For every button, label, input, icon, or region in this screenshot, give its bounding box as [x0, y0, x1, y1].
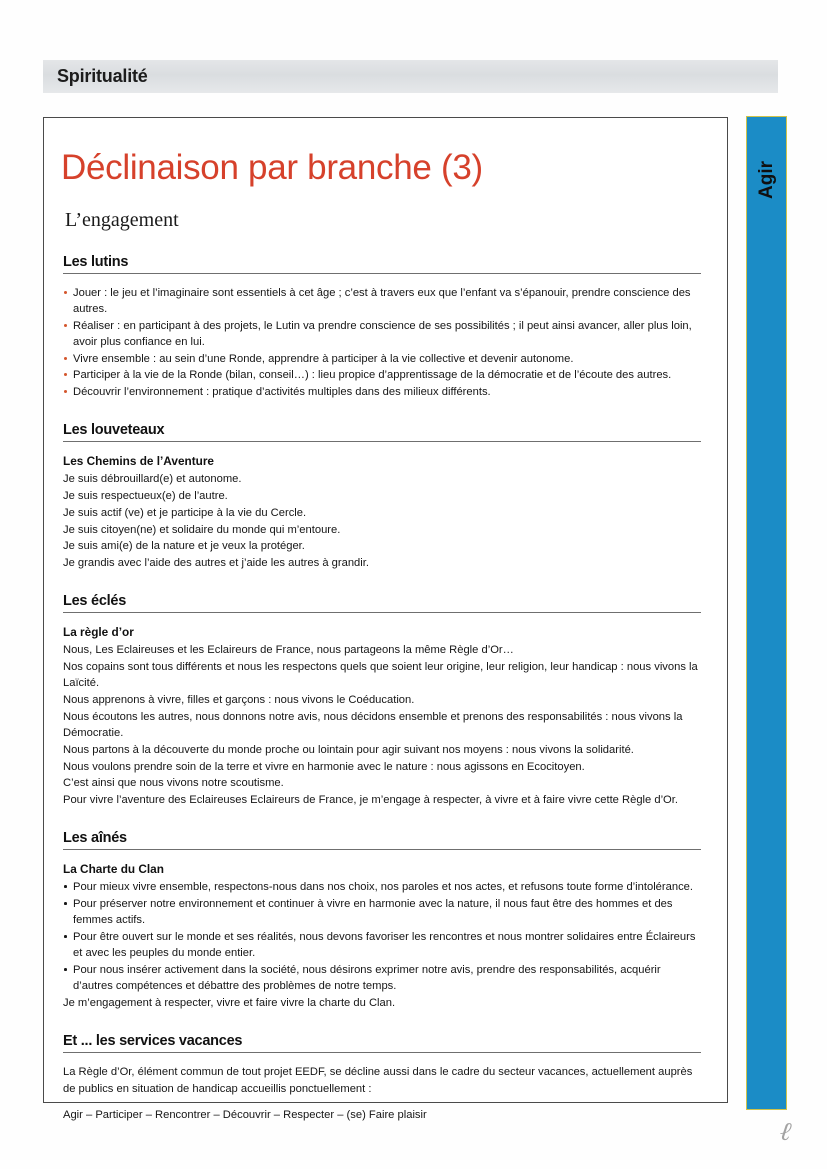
subheading-chemins-aventure: Les Chemins de l’Aventure [63, 454, 214, 469]
list-item-text: Pour mieux vivre ensemble, respectons-nous dans nos choix, nos paroles et nos actes, et refusons toute forme d’intolérance. [73, 881, 693, 894]
list-item-text: Pour être ouvert sur le monde et ses réalités, nous devons favoriser les rencontres et nous montrer solidaires entre Éclaireurs et avec les peuples du monde entier. [73, 931, 696, 960]
services-vacances-paragraph: La Règle d’Or, élément commun de tout projet EEDF, se décline aussi dans le cadre du secteur vacances, actuellement auprès de publics en situation de handicap accueillis ponctuellement : [63, 1066, 693, 1095]
section-body-aines [63, 861, 699, 1011]
text-line: Je suis débrouillard(e) et autonome. [63, 473, 242, 486]
section-body-louveteaux [63, 453, 699, 571]
section-body-ecles [63, 624, 699, 808]
list-item [63, 929, 699, 961]
text-line: Je suis respectueux(e) de l’autre. [63, 490, 228, 503]
section-louveteaux [57, 422, 705, 571]
list-item [63, 879, 699, 895]
services-vacances-values-line: Agir – Participer – Rencontrer – Découvrir – Respecter – (se) Faire plaisir [63, 1108, 427, 1121]
list-item [63, 962, 699, 994]
page-title: Déclinaison par branche (3) [61, 148, 483, 187]
section-body-services-vacances [63, 1064, 699, 1123]
text-line: Pour vivre l’aventure des Eclaireuses Eclaireurs de France, je m’engage à respecter, à vivre et à faire vivre cette Règle d’Or. [63, 794, 678, 807]
section-heading-louveteaux: Les louveteaux [63, 422, 701, 442]
section-heading-lutins: Les lutins [63, 254, 701, 274]
page-corner-pencil-mark: ℓ [778, 1116, 794, 1147]
text-line: Nos copains sont tous différents et nous les respectons quels que soient leur origine, leur religion, leur handicap : nous vivons la Laïcité. [63, 661, 698, 690]
section-heading-aines: Les aînés [63, 830, 701, 850]
text-line: Nous apprenons à vivre, filles et garçons : nous vivons le Coéducation. [63, 694, 415, 707]
page-subtitle: L’engagement [65, 208, 179, 231]
content-box [43, 117, 728, 1121]
section-services-vacances [57, 1033, 705, 1123]
text-line: Nous, Les Eclaireuses et les Eclaireurs de France, nous partageons la même Règle d’Or… [63, 644, 514, 657]
list-item-text: Pour nous insérer activement dans la société, nous désirons exprimer notre avis, prendre des responsabilités, acquérir d’autres compétences et débattre des problèmes de notre temps. [73, 964, 661, 993]
list-item-text: Vivre ensemble : au sein d’une Ronde, apprendre à participer à la vie collective et devenir autonome. [73, 352, 574, 365]
list-item [63, 367, 699, 383]
aines-bullet-list [63, 879, 699, 994]
text-line: Nous écoutons les autres, nous donnons notre avis, nous décidons ensemble et prenons des responsabilités : nous vivons la Démocratie. [63, 710, 683, 740]
lutins-bullet-list [63, 285, 699, 401]
list-item [63, 896, 699, 928]
section-aines [57, 830, 705, 1011]
list-item [63, 318, 699, 350]
list-item-text: Réaliser : en participant à des projets, le Lutin va prendre conscience de ses possibilités ; il peut ainsi avancer, aller plus loin, avoir plus confiance en lui. [73, 319, 692, 348]
text-line: Je grandis avec l’aide des autres et j’aide les autres à grandir. [63, 557, 369, 570]
aines-closing-line: Je m’engagement à respecter, vivre et faire vivre la charte du Clan. [63, 997, 396, 1010]
section-ecles [57, 593, 705, 808]
list-item-text: Jouer : le jeu et l’imaginaire sont essentiels à cet âge ; c’est à travers eux que l’enfant va s’épanouir, prendre conscience des autres. [73, 286, 691, 315]
list-item [63, 384, 699, 400]
text-line: Nous partons à la découverte du monde proche ou lointain pour agir suivant nos moyens : nous vivons la solidarité. [63, 743, 634, 756]
section-body-lutins [63, 285, 699, 401]
section-lutins [57, 254, 705, 401]
text-line: Je suis citoyen(ne) et solidaire du monde qui m’entoure. [63, 523, 341, 536]
subheading-regle-dor: La règle d’or [63, 625, 134, 640]
list-item-text: Découvrir l’environnement : pratique d’activités multiples dans des milieux différents. [73, 386, 491, 399]
list-item-text: Pour préserver notre environnement et continuer à vivre en harmonie avec la nature, il nous faut être des hommes et des femmes actifs. [73, 898, 673, 927]
list-item [63, 285, 699, 317]
page-header-band [43, 60, 778, 93]
section-heading-ecles: Les éclés [63, 593, 701, 613]
text-line: C’est ainsi que nous vivons notre scoutisme. [63, 777, 284, 790]
page-header-title: Spiritualité [57, 65, 148, 86]
text-line: Nous voulons prendre soin de la terre et vivre en harmonie avec le nature : nous agissons en Ecocitoyen. [63, 760, 585, 773]
section-heading-services-vacances: Et ... les services vacances [63, 1033, 701, 1053]
side-tab-agir[interactable] [746, 116, 787, 1110]
list-item [63, 351, 699, 367]
side-tab-label: Agir [755, 161, 777, 199]
text-line: Je suis actif (ve) et je participe à la vie du Cercle. [63, 506, 307, 519]
subheading-charte-clan: La Charte du Clan [63, 862, 164, 877]
list-item-text: Participer à la vie de la Ronde (bilan, conseil…) : lieu propice d’apprentissage de la démocratie et de l’écoute des autres. [73, 369, 672, 382]
text-line: Je suis ami(e) de la nature et je veux la protéger. [63, 540, 305, 553]
